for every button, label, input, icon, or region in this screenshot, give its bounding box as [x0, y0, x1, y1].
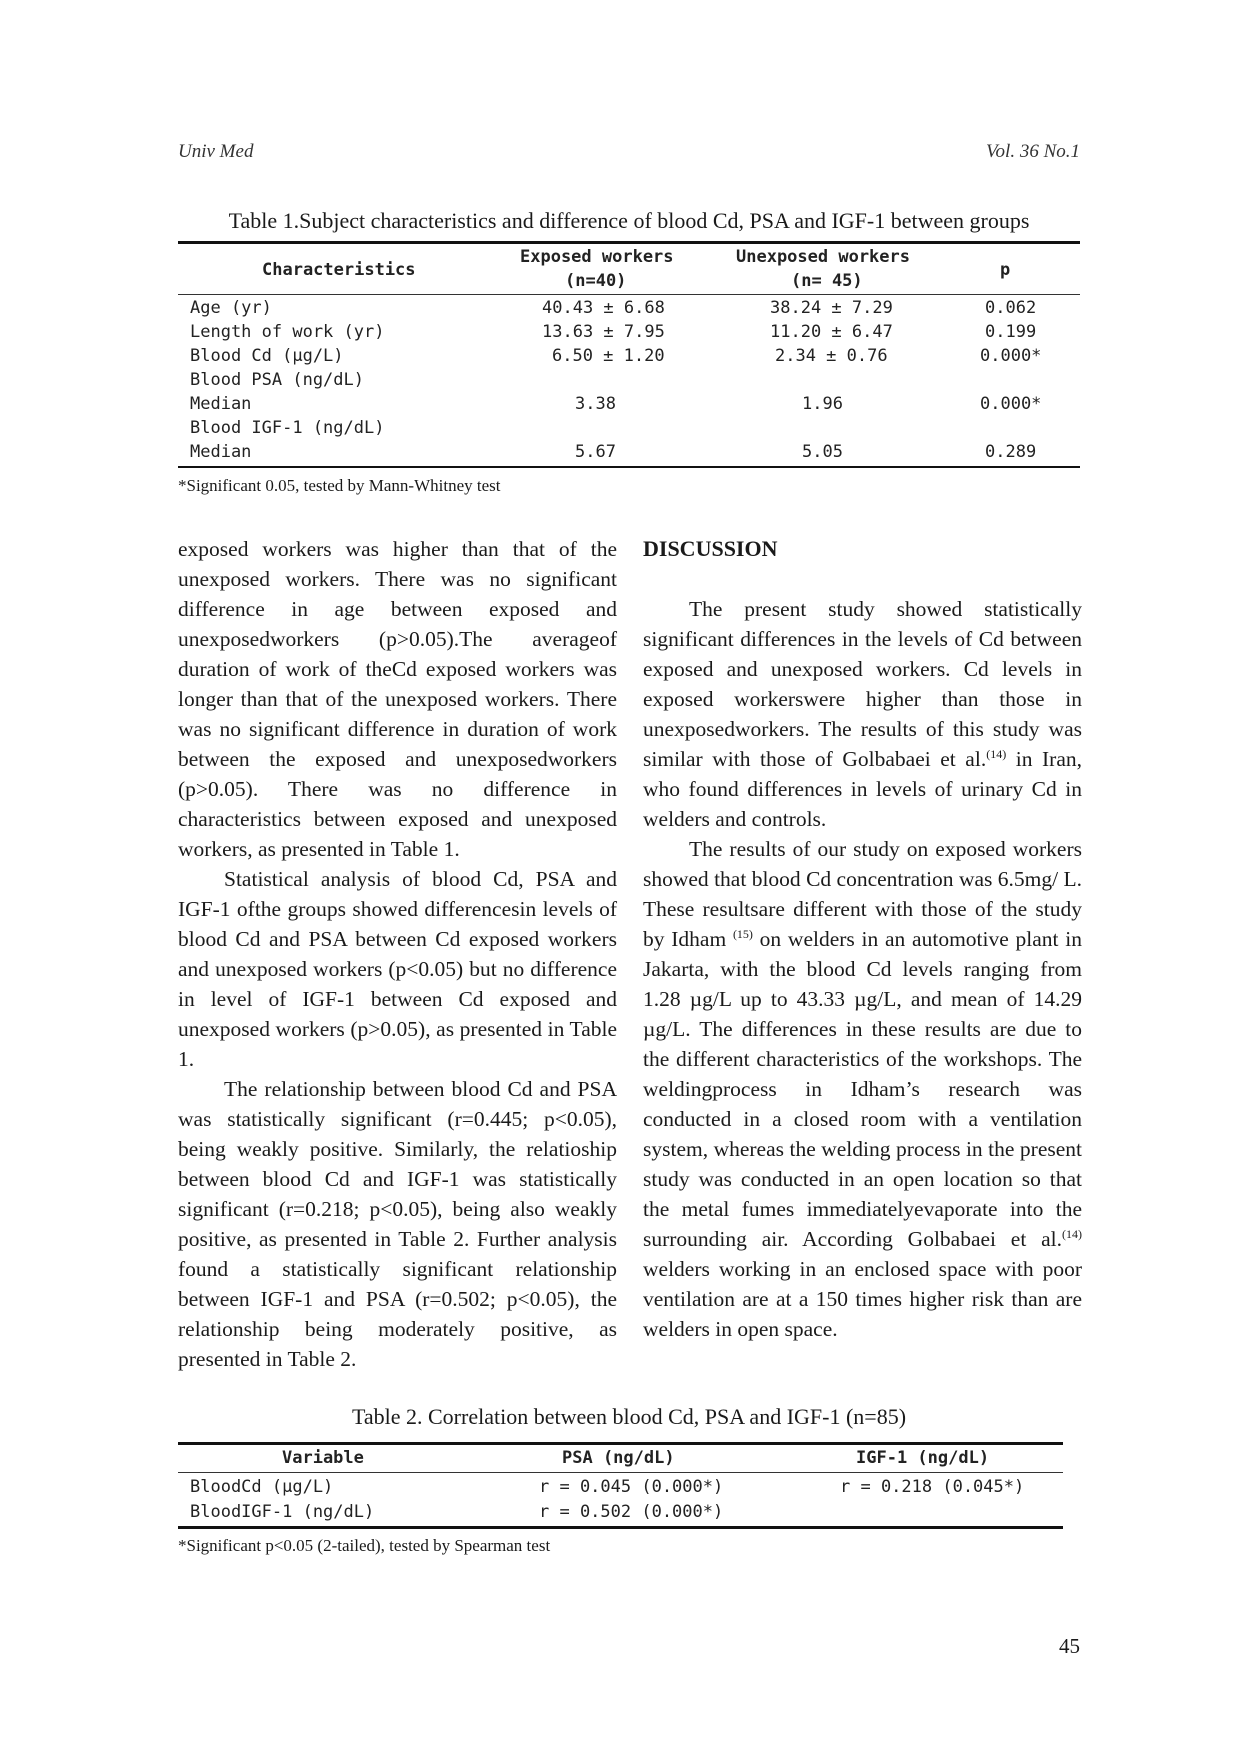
- table1-cell: 13.63 ± 7.95: [542, 322, 665, 342]
- paragraph: [643, 834, 1082, 1344]
- text-run: on welders in an automotive plant in Jakarta, with the blood Cd levels ranging from 1.28 µg/L up to 43.33 µg/L, and mean of 14.29 µg/L. The differences in these results are due to the different characteristics of the workshops. The weldingprocess in Idham’s research was conducted in a closed room with a ventilation system, whereas the welding process in the present study was conducted in an open location so that the metal fumes immediatelyevaporate into the surrounding air. According Golbabaei et al.: [643, 927, 1082, 1251]
- table1-cell: 5.05: [802, 442, 843, 462]
- table1-footnote: *Significant 0.05, tested by Mann-Whitney test: [178, 476, 501, 495]
- right-column: [643, 534, 1082, 1344]
- table1-cell: Blood Cd (µg/L): [190, 346, 344, 366]
- page-number: 45: [1059, 1634, 1080, 1658]
- table2-caption: Table 2. Correlation between blood Cd, PSA and IGF-1 (n=85): [351, 1404, 907, 1429]
- citation-ref: (15): [732, 926, 753, 941]
- table1-cell: Length of work (yr): [190, 322, 385, 342]
- table2-bottom-rule: [178, 1526, 1063, 1529]
- table1-cell: 5.67: [575, 442, 616, 462]
- citation-ref: (14): [986, 746, 1007, 761]
- table2-col-variable: Variable: [282, 1448, 364, 1468]
- table2-cell: r = 0.218 (0.045*): [840, 1477, 1025, 1497]
- table1-cell: Median: [190, 442, 252, 462]
- table2-top-rule: [178, 1442, 1063, 1445]
- paragraph: exposed workers was higher than that of the unexposed workers. There was no significant difference in age between exposed and unexposedworkers (p>0.05).The averageof duration of work of theCd exposed workers was longer than that of the unexposed workers. There was no significant difference in duration of work between the exposed and unexposedworkers (p>0.05). There was no difference in characteristics between exposed and unexposed workers, as presented in Table 1.: [178, 537, 617, 861]
- table1-cell: 0.199: [985, 322, 1037, 342]
- table1-col-unexposed-n: (n= 45): [791, 271, 863, 291]
- table1-col-unexposed: Unexposed workers: [736, 247, 910, 267]
- table1-top-rule: [178, 241, 1080, 244]
- table1-cell: 1.96: [802, 394, 843, 414]
- text-run: The results of our study on exposed workers showed that blood Cd concentration was 6.5mg/ L. These resultsare different with those of the study by Idham: [643, 837, 1082, 951]
- text-run: in Iran, who found differences in levels of urinary Cd in welders and controls.: [643, 747, 1082, 831]
- paragraph: [643, 594, 1082, 834]
- table1-cell: Median: [190, 394, 252, 414]
- table1-col-exposed-n: (n=40): [565, 271, 627, 291]
- table1-bottom-rule: [178, 466, 1080, 468]
- table2-col-igf1: IGF-1 (ng/dL): [856, 1448, 990, 1468]
- table1-cell: Blood PSA (ng/dL): [190, 370, 364, 390]
- table2-header-rule: [178, 1472, 1063, 1473]
- section-heading-discussion: DISCUSSION: [643, 536, 778, 561]
- table1-col-characteristics: Characteristics: [262, 260, 416, 280]
- paragraph: The relationship between blood Cd and PSA was statistically significant (r=0.445; p<0.05), being weakly positive. Similarly, the relatioship between blood Cd and IGF-1 was statistically significant (r=0.218; p<0.05), being also weakly positive, as presented in Table 2. Further analysis found a statistically significant relationship between IGF-1 and PSA (r=0.502; p<0.05), the relationship being moderately positive, as presented in Table 2.: [178, 1077, 617, 1371]
- table1-cell: Blood IGF-1 (ng/dL): [190, 418, 385, 438]
- journal-name: Univ Med: [178, 141, 254, 162]
- table1-cell: 11.20 ± 6.47: [770, 322, 893, 342]
- table1-col-p: p: [1000, 260, 1011, 280]
- table2-cell: BloodCd (µg/L): [190, 1477, 334, 1497]
- table1-cell: Age (yr): [190, 298, 272, 318]
- text-run: welders working in an enclosed space with poor ventilation are at a 150 times higher risk than are welders in open space.: [643, 1257, 1082, 1341]
- table1-cell: 2.34 ± 0.76: [775, 346, 888, 366]
- paragraph: Statistical analysis of blood Cd, PSA and IGF-1 ofthe groups showed differencesin levels of blood Cd and PSA between Cd exposed workers and unexposed workers (p<0.05) but no difference in level of IGF-1 between Cd exposed and unexposed workers (p>0.05), as presented in Table 1.: [178, 867, 617, 1071]
- table2-footnote: *Significant p<0.05 (2-tailed), tested by Spearman test: [178, 1536, 551, 1555]
- left-column: [178, 534, 617, 1374]
- table2-cell: r = 0.045 (0.000*): [539, 1477, 724, 1497]
- table1-cell: 3.38: [575, 394, 616, 414]
- table1-cell: 40.43 ± 6.68: [542, 298, 665, 318]
- table1-cell: 0.000*: [980, 394, 1042, 414]
- table1-cell: 0.000*: [980, 346, 1042, 366]
- table1-caption: Table 1.Subject characteristics and difference of blood Cd, PSA and IGF-1 between groups: [228, 208, 1030, 233]
- table1-cell: 0.062: [985, 298, 1037, 318]
- table2-cell: r = 0.502 (0.000*): [539, 1502, 724, 1522]
- citation-ref: (14): [1062, 1226, 1082, 1241]
- table2-cell: BloodIGF-1 (ng/dL): [190, 1502, 375, 1522]
- table1-cell: 6.50 ± 1.20: [552, 346, 665, 366]
- table1-header-rule: [178, 294, 1080, 295]
- text-run: The present study showed statistically significant differences in the levels of Cd between exposed and unexposed workers. Cd levels in exposed workerswere higher than those in unexposedworkers. The results of this study was similar with those of Golbabaei et al.: [643, 597, 1082, 771]
- table1-cell: 0.289: [985, 442, 1037, 462]
- volume-number: Vol. 36 No.1: [986, 141, 1080, 162]
- table1-col-exposed: Exposed workers: [520, 247, 674, 267]
- table2-col-psa: PSA (ng/dL): [562, 1448, 675, 1468]
- table1-cell: 38.24 ± 7.29: [770, 298, 893, 318]
